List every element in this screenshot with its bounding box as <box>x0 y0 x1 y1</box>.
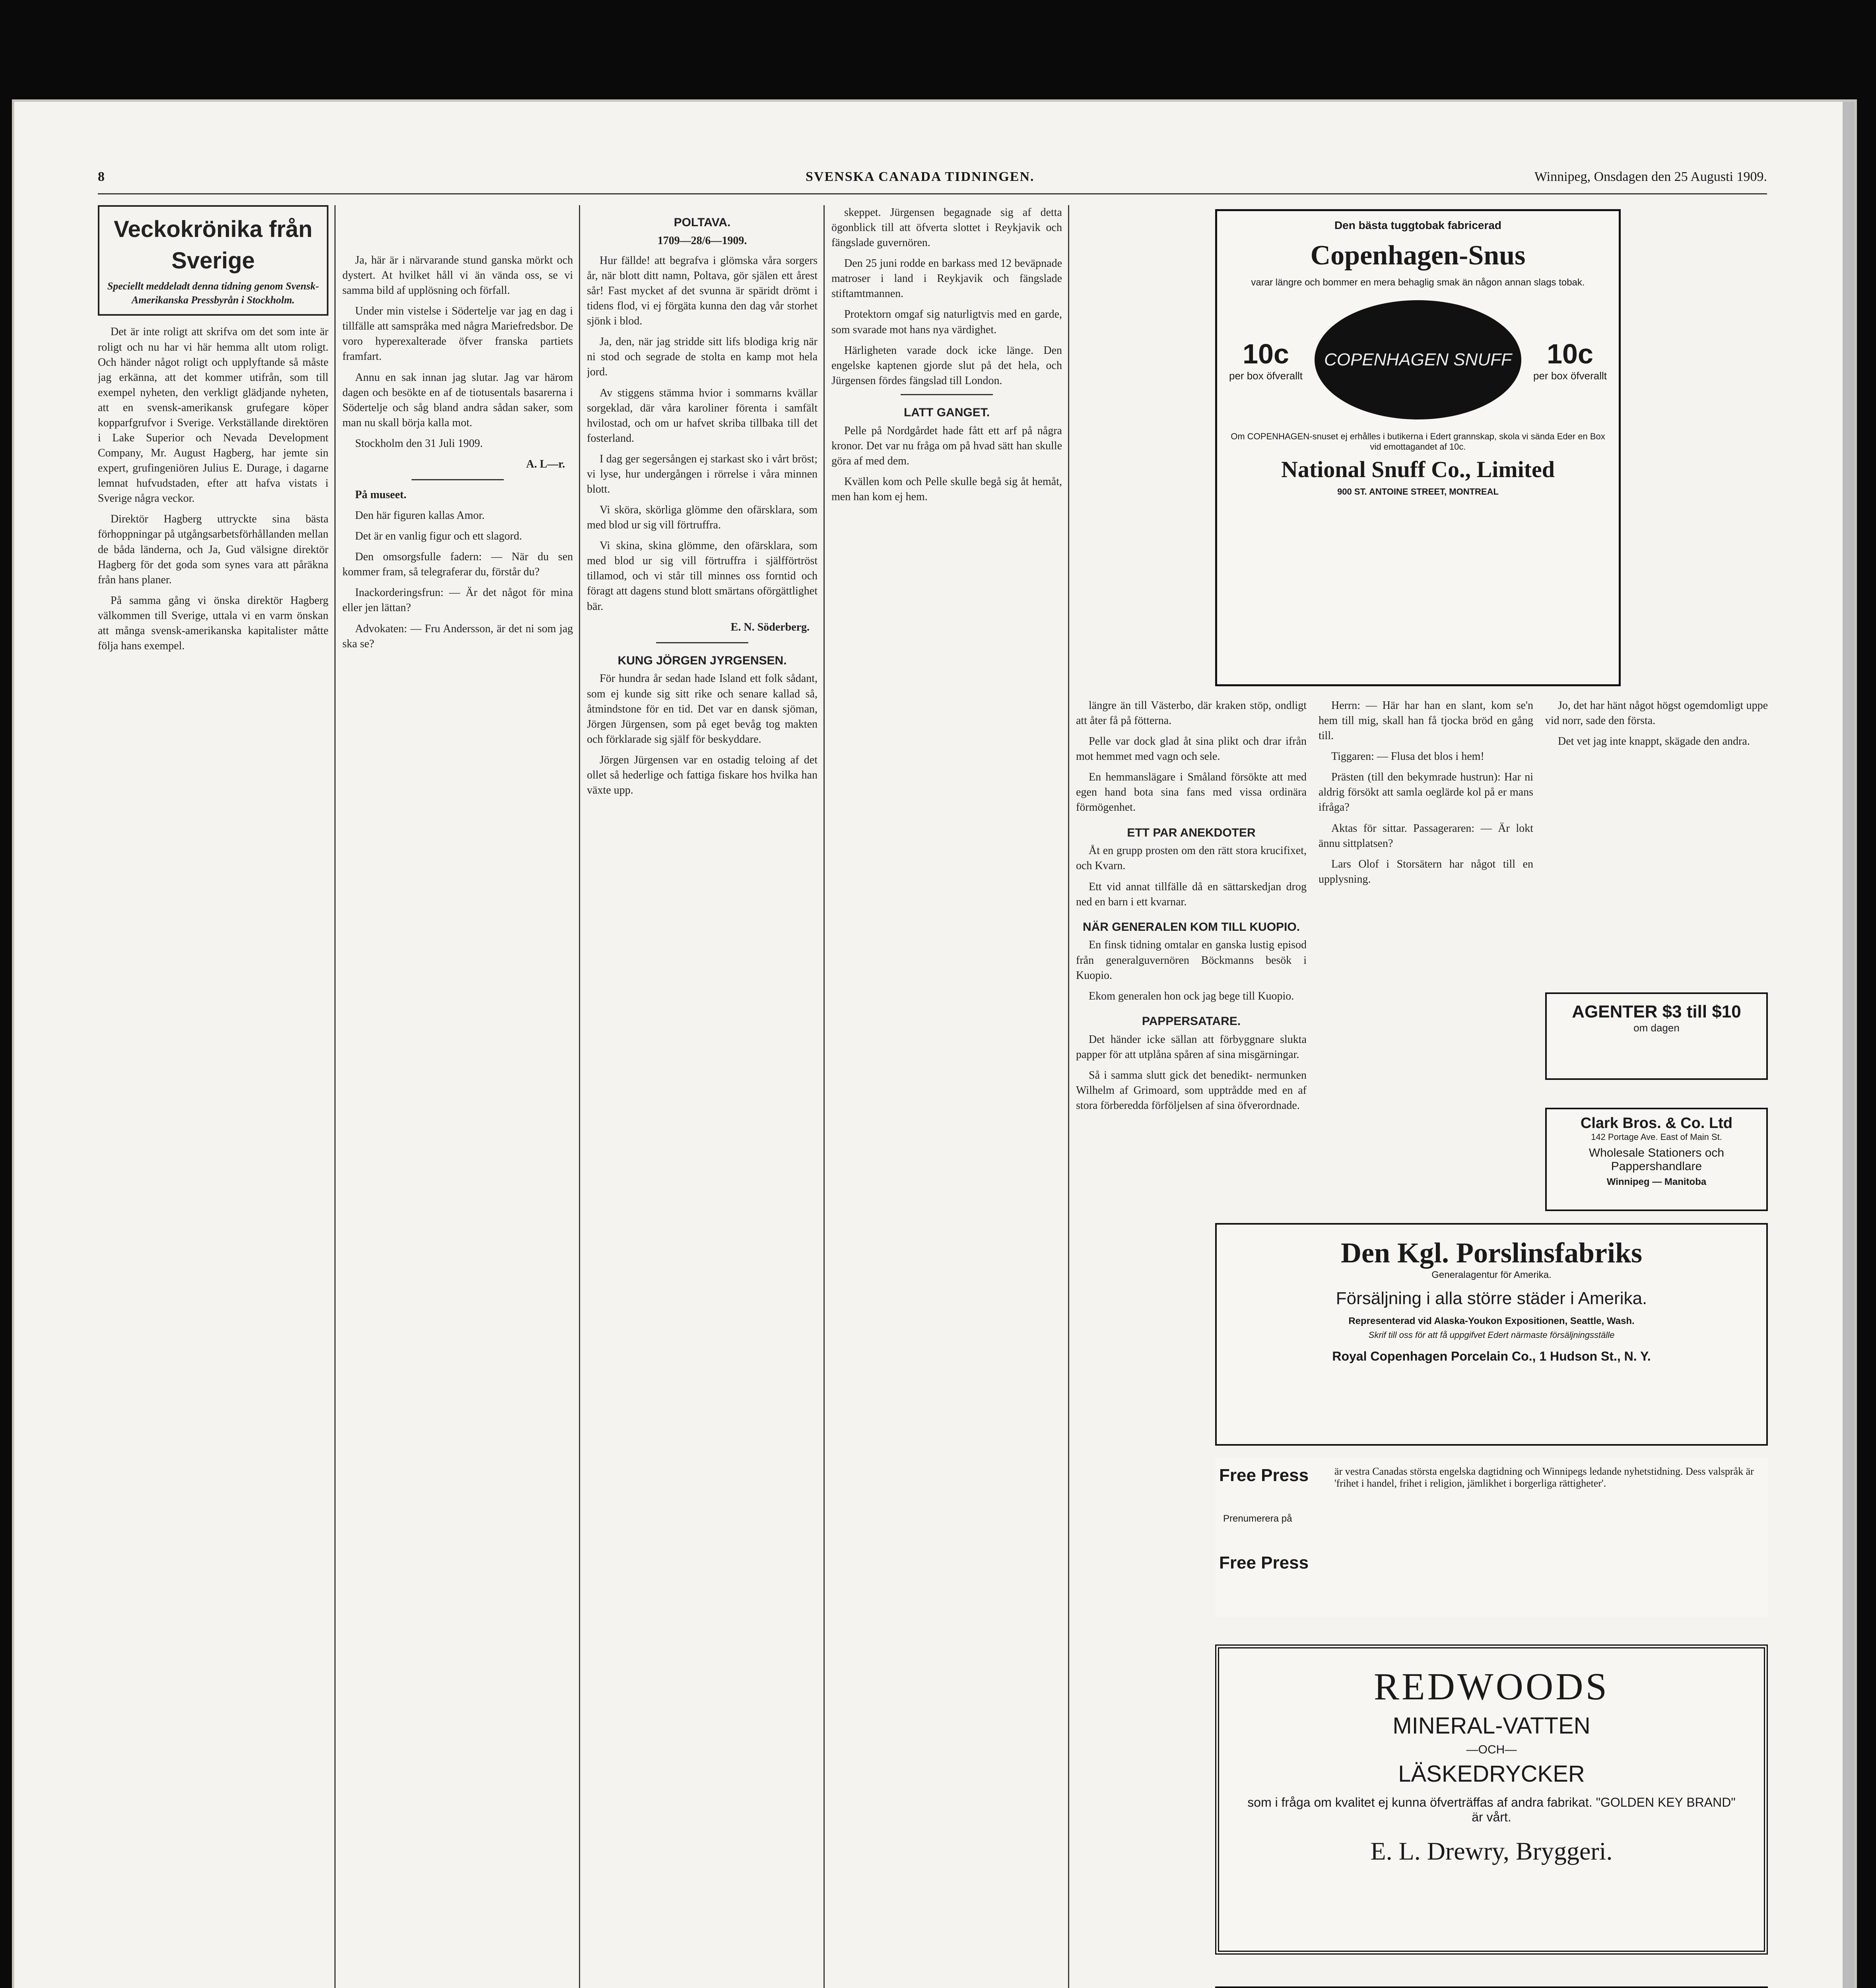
story-title: KUNG JÖRGEN JYRGENSEN. <box>618 654 787 667</box>
section-title: ETT PAR ANEKDOTER <box>1127 826 1256 839</box>
stanza: Vi sköra, skörliga glömme den ofärsklara, som med blod ur sig vill förtruffra. <box>587 504 818 532</box>
article-subtitle: Speciellt meddeladt denna tidning genom Svensk-Amerikanska Pressbyrån i Stockholm. <box>107 280 319 306</box>
humor-line: Lars Olof i Storsätern har något till en upplysning. <box>1319 858 1533 885</box>
article-title: Veckokrönika från Sverige <box>114 216 313 274</box>
column-7 <box>1545 698 1768 977</box>
humor-line: Herrn: — Här har han en slant, kom se'n hem till mig, skall han få tjocka bröd en gång till. <box>1319 699 1533 742</box>
porslin-line: Försäljning i alla större städer i Amerika. <box>1336 1289 1647 1308</box>
column-6 <box>1319 698 1533 1175</box>
column-divider <box>823 205 825 1988</box>
agenter-sub: om dagen <box>1633 1022 1680 1034</box>
poem-signature: E. N. Söderberg. <box>730 621 810 633</box>
humor-line: Den här figuren kallas Amor. <box>355 509 485 522</box>
agenter-ad <box>1545 992 1768 1080</box>
paragraph: Kvällen kom och Pelle skulle begå sig åt hemåt, men han kom ej hem. <box>831 475 1062 503</box>
paragraph: Stockholm den 31 Juli 1909. <box>355 437 483 450</box>
porslin-write: Skrif till oss för att få uppgifvet Edert närmaste försäljningsställe <box>1368 1330 1615 1340</box>
column-1 <box>98 205 328 1988</box>
paragraph: Åt en grupp prosten om den rätt stora krucifixet, och Kvarn. <box>1076 845 1307 872</box>
paper-title: SVENSKA CANADA TIDNINGEN. <box>806 169 1035 184</box>
snus-company: National Snuff Co., Limited <box>1281 456 1555 482</box>
paragraph: Annu en sak innan jag slutar. Jag var härom dagen och besökte en af de tiotusentals basarerna i Södertelje och såg bland andra sådan saker, som man nu skall börja kalla mot. <box>342 371 573 429</box>
scan-edge <box>1843 102 1855 1988</box>
clark-ad <box>1545 1108 1768 1211</box>
paragraph: Protektorn omgaf sig naturligtvis med en garde, som svarade mot hans nya värdighet. <box>831 308 1062 336</box>
paragraph: Pelle var dock glad åt sina plikt och drar ifrån mot hemmet med vagn och sele. <box>1076 735 1307 763</box>
column-divider <box>579 205 580 1988</box>
freepress-name-2: Free Press <box>1219 1553 1309 1573</box>
poem-title: POLTAVA. <box>674 216 731 229</box>
agenter-title: AGENTER $3 till $10 <box>1572 1002 1741 1021</box>
paragraph: Härligheten varade dock icke länge. Den engelske kaptenen gjorde slut på det hela, och Jürgensen fördes fängslad till London. <box>831 344 1062 387</box>
snus-tin-image: COPENHAGEN SNUFF <box>1315 300 1521 419</box>
snus-name: Copenhagen-Snus <box>1310 240 1526 271</box>
article-header-box <box>98 205 328 316</box>
stanza: Av stiggens stämma hvior i sommarns kvällar sorgeklad, där våra karoliner förenta i samfält hvilostad, och om ur hafvet skriba tillbaka till det fosterland. <box>587 386 818 445</box>
humor-heading: På museet. <box>355 489 407 501</box>
humor-line: Prästen (till den bekymrade hustrun): Har ni aldrig försökt att samla oeglärde kol på er mans ifråga? <box>1319 771 1533 814</box>
column-divider <box>1068 205 1069 1988</box>
clark-address: 142 Portage Ave. East of Main St. <box>1591 1132 1722 1142</box>
humor-line: Tiggaren: — Flusa det blos i hem! <box>1331 750 1484 763</box>
stanza: Hur fällde! att begrafva i glömska våra sorgers år, när blott ditt namn, Poltava, gör själen ett årest sår! Fast mycket af det svunna är späridt drömt i tidens flod, vi ej förgäta kunna den dag vår storhet sjönk i blod. <box>587 254 818 328</box>
redwoods-och: —OCH— <box>1466 1743 1517 1756</box>
porslin-ad <box>1215 1223 1768 1446</box>
freepress-name-1: Free Press <box>1219 1466 1309 1485</box>
redwoods-sub2: LÄSKEDRYCKER <box>1398 1761 1585 1787</box>
eddy-ad <box>1215 1986 1768 1988</box>
paragraph: Så i samma slutt gick det benedikt- nermunken Wilhelm af Grimoard, som upptrådde med en af stora förberedda förföljelsen af sina öfverordnade. <box>1076 1069 1307 1112</box>
section-title: LATT GANGET. <box>903 406 990 419</box>
stanza: I dag ger segersången ej starkast sko i vårt bröst; vi lyse, hur undergången i rörrelse i våra minnen blott. <box>587 452 818 495</box>
divider <box>901 394 993 395</box>
price-left-value: 10c <box>1243 338 1289 369</box>
paragraph: Den 25 juni rodde en barkass med 12 beväpnade matroser i land i Reykjavik och fängslade stiftamtmannen. <box>831 257 1062 300</box>
paragraph: Pelle på Nordgårdet hade fått ett arf på några kronor. Det var nu fråga om på hvad sätt han skulle göra af med dem. <box>831 424 1062 467</box>
humor-line: Det vet jag inte knappt, skägade den andra. <box>1558 735 1750 748</box>
paragraph: längre än till Västerbo, där kraken stöp, ondligt att åter få på fötterna. <box>1076 699 1307 727</box>
humor-line: Jo, det har hänt något högst ogemdomligt uppe vid norr, sade den första. <box>1545 699 1768 727</box>
column-divider <box>334 205 336 1988</box>
paragraph: Ja, här är i närvarande stund ganska mörkt och dystert. At hvilket håll vi än vända oss, se vi samma bild af upplösning och förfall. <box>342 254 573 297</box>
paragraph: Det händer icke sällan att förbyggnare slukta papper för att utplåna spåren af sina misgärningar. <box>1076 1033 1307 1061</box>
stanza: Vi skina, skina glömme, den ofärsklara, som med blod ur sig vill förtruffra i själfförtröst tillamod, och vi står till minnes oss forntid och föragt att dagens stund blott smärtans oförgättlighet bär. <box>587 540 818 613</box>
paragraph: Direktör Hagberg uttryckte sina bästa förhoppningar på utgångsarbetsförhållanden mellan de båda länderna, och Ja, Gud välsigne direktör Hagberg för det goda som synes vara att påräkna från hans planer. <box>98 513 328 586</box>
freepress-text: är vestra Canadas största engelska dagtidning och Winnipegs ledande nyhetstidning. Dess valspråk är 'frihet i handel, frihet i religion, jämlikhet i borgerliga rättigheter'. <box>1334 1466 1754 1489</box>
clark-name: Clark Bros. & Co. Ltd <box>1580 1115 1733 1132</box>
masthead <box>98 161 1767 194</box>
divider <box>656 642 748 643</box>
redwoods-text: som i fråga om kvalitet ej kunna öfverträffas af andra fabrikat. "GOLDEN KEY BRAND" är vårt. <box>1247 1795 1736 1824</box>
clark-text: Wholesale Stationers och Pappershandlare <box>1589 1146 1725 1173</box>
snus-price-row <box>1217 300 1619 419</box>
paragraph: skeppet. Jürgensen begagnade sig af detta ögonblick till att öfverta slottet i Reykjavik och fängslade guvernören. <box>831 206 1062 249</box>
clark-city: Winnipeg — Manitoba <box>1606 1176 1707 1187</box>
paragraph: Under min vistelse i Södertelje var jag en dag i tillfälle att samspråka med några Mariefredsbor. De voro hyperexalterade öfver franska partiets framfart. <box>342 305 573 363</box>
freepress-ad <box>1215 1458 1768 1617</box>
section-title: NÄR GENERALEN KOM TILL KUOPIO. <box>1082 920 1300 934</box>
issue-date: Winnipeg, Onsdagen den 25 Augusti 1909. <box>1534 169 1767 184</box>
snus-footer: Om COPENHAGEN-snuset ej erhålles i butikerna i Edert grannskap, skola vi sända Eder en Box vid emottagandet af 10c. <box>1231 431 1605 452</box>
paragraph: En hemmanslägare i Småland försökte att med egen hand bota sina fans med vissa ordinära förmögenhet. <box>1076 771 1307 814</box>
price-right <box>1533 338 1607 382</box>
price-right-value: 10c <box>1547 338 1593 369</box>
signature: A. L—r. <box>526 458 565 470</box>
humor-line: Inackorderingsfrun: — Är det något för mina eller jen lättan? <box>342 586 573 614</box>
column-2 <box>342 253 573 1988</box>
paragraph: Ett vid annat tillfälle då en sättarskedjan drog ned en barn i ett kvarnar. <box>1076 880 1307 908</box>
price-left <box>1229 338 1303 382</box>
porslin-title: Den Kgl. Porslinsfabriks <box>1340 1237 1643 1269</box>
paragraph: Ekom generalen hon ock jag bege till Kuopio. <box>1089 990 1294 1002</box>
price-right-sub: per box öfverallt <box>1533 369 1607 382</box>
redwoods-sub: MINERAL-VATTEN <box>1392 1713 1591 1739</box>
humor-line: Aktas för sittar. Passageraren: — Är lokt ännu sittplatsen? <box>1319 822 1533 850</box>
humor-line: Den omsorgsfulle fadern: — När du sen kommer fram, så telegraferar du, förstår du? <box>342 551 573 579</box>
snus-address: 900 ST. ANTOINE STREET, MONTREAL <box>1337 487 1499 497</box>
humor-line: Advokaten: — Fru Andersson, är det ni som jag ska se? <box>342 622 573 650</box>
paragraph: För hundra år sedan hade Island ett folk sådant, som ej kunde sig sitt rike och senare kallad så, åtmindstone för en tid. Det var en dansk sjöman, Jörgen Jürgensen, som på eget bevåg tog makten och förklarade sig själf för beskyddare. <box>587 672 818 746</box>
newspaper-page <box>12 99 1857 1988</box>
porslin-exp: Representerad vid Alaska-Youkon Expositionen, Seattle, Wash. <box>1348 1316 1635 1326</box>
page-number: 8 <box>98 169 105 184</box>
divider <box>412 479 504 480</box>
paragraph: Det är inte roligt att skrifva om det som inte är roligt och nu har vi här hemma allt utom roligt. Och händer något roligt och upplyftande så måste jag erkänna, att det kommer utifrån, som till exempel nyheten, den verkligt glädjande nyheten, att en svensk-amerikansk grufegare köper kopparfgrufvor i Sverige. Verkställande direktören i Lake Superior och Nevada Development Company, Mr. August Hagberg, har jemte sin expert, grufingeniören Julius E. Durage, i dagarne lemnat hufvudstaden, efter att hafva vistats i Sverige några veckor. <box>98 326 328 505</box>
column-3 <box>587 205 818 1988</box>
stanza: Ja, den, när jag stridde sitt lifs blodiga krig när ni stod och segrade de stolta en kamp mot hela jord. <box>587 336 818 379</box>
snus-text: varar längre och bommer en mera behaglig smak än någon annan slags tobak. <box>1251 277 1585 288</box>
redwoods-ad <box>1215 1644 1768 1955</box>
column-4 <box>831 205 1062 1988</box>
paragraph: Jörgen Jürgensen var en ostadig teloing af det ollet så hederlige och fattiga fiskare hos hvilka han växte upp. <box>587 753 818 797</box>
humor-line: Det är en vanlig figur och ett slagord. <box>355 530 522 543</box>
redwoods-title: REDWOODS <box>1374 1665 1609 1708</box>
section-title: PAPPERSATARE. <box>1142 1014 1241 1028</box>
price-left-sub: per box öfverallt <box>1229 369 1303 382</box>
redwoods-company: E. L. Drewry, Bryggeri. <box>1370 1837 1613 1865</box>
porslin-company: Royal Copenhagen Porcelain Co., 1 Hudson St., N. Y. <box>1332 1349 1651 1363</box>
poem-years: 1709—28/6—1909. <box>657 234 747 247</box>
paragraph: På samma gång vi önska direktör Hagberg välkommen till Sverige, uttala vi en varm önskan att många svensk-amerikanska kapitalister måtte följa hans exempel. <box>98 594 328 652</box>
porslin-sub: Generalagentur för Amerika. <box>1431 1270 1552 1280</box>
paragraph: En finsk tidning omtalar en ganska lustig episod från generalguvernören Böckmanns besök i Kuopio. <box>1076 939 1307 982</box>
freepress-mid: Prenumerera på <box>1223 1513 1292 1524</box>
snus-ad <box>1215 209 1621 686</box>
snus-top-line: Den bästa tuggtobak fabricerad <box>1334 219 1502 231</box>
